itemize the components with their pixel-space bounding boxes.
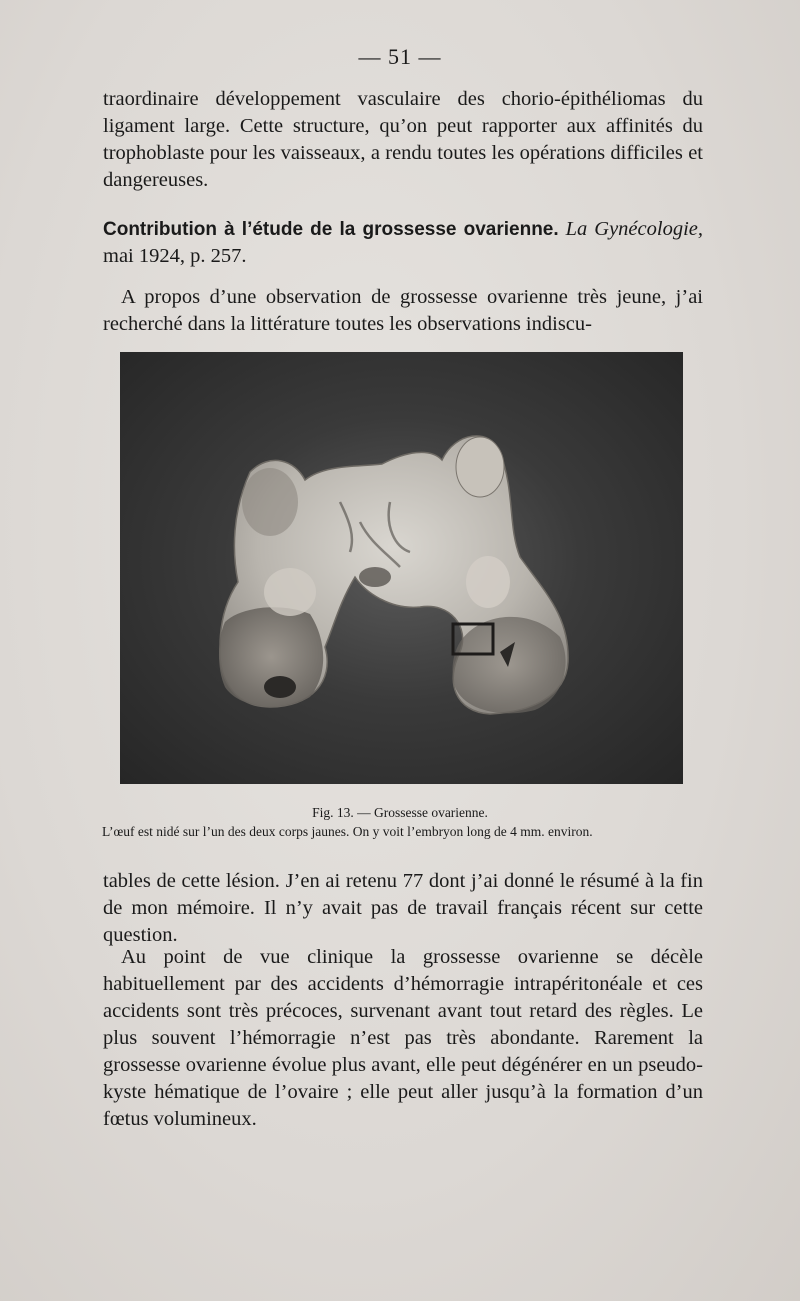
reference-paragraph	[103, 216, 703, 270]
paragraph-clinical: Au point de vue clinique la grossesse ovarienne se décèle habituellement par des accidents d’hémorragie intrapéritonéale et ces accidents sont très précoces, survenant avant tout retard des règles. Le plus souvent l’hémorragie n’est pas très abondante. Rarement la grossesse ovarienne évolue plus avant, elle peut dégénérer en un pseudo-kyste hématique de l’ovaire ; elle peut aller jusqu’à la formation d’un fœtus volumineux.	[103, 946, 703, 1130]
figure-caption: L’œuf est nidé sur l’un des deux corps jaunes. On y voit l’embryon long de 4 mm. environ.	[102, 824, 593, 839]
specimen-photograph	[120, 352, 683, 784]
figure-title: Fig. 13. — Grossesse ovarienne.	[312, 805, 488, 820]
ovarian-specimen-image	[120, 352, 683, 784]
reference-title: Contribution à l’étude de la grossesse ovarienne.	[103, 219, 559, 240]
reference-journal: La Gynécologie,	[565, 218, 703, 240]
paragraph-observation: A propos d’une observation de grossesse ovarienne très jeune, j’ai recherché dans la littérature toutes les observations indiscu-	[103, 286, 703, 335]
page-number: — 51 —	[358, 44, 442, 69]
paragraph-lesion: tables de cette lésion. J’en ai retenu 77 dont j’ai donné le résumé à la fin de mon mémoire. Il n’y avait pas de travail français récent sur cette question.	[103, 870, 703, 946]
reference-date: mai 1924, p. 257.	[103, 245, 247, 267]
paragraph-chorio-epitheliomas: traordinaire développement vasculaire des chorio-épithéliomas du ligament large. Cette structure, qu’on peut rapporter aux affinités du trophoblaste pour les vaisseaux, a rendu toutes les opérations difficiles et dangereuses.	[103, 88, 703, 191]
